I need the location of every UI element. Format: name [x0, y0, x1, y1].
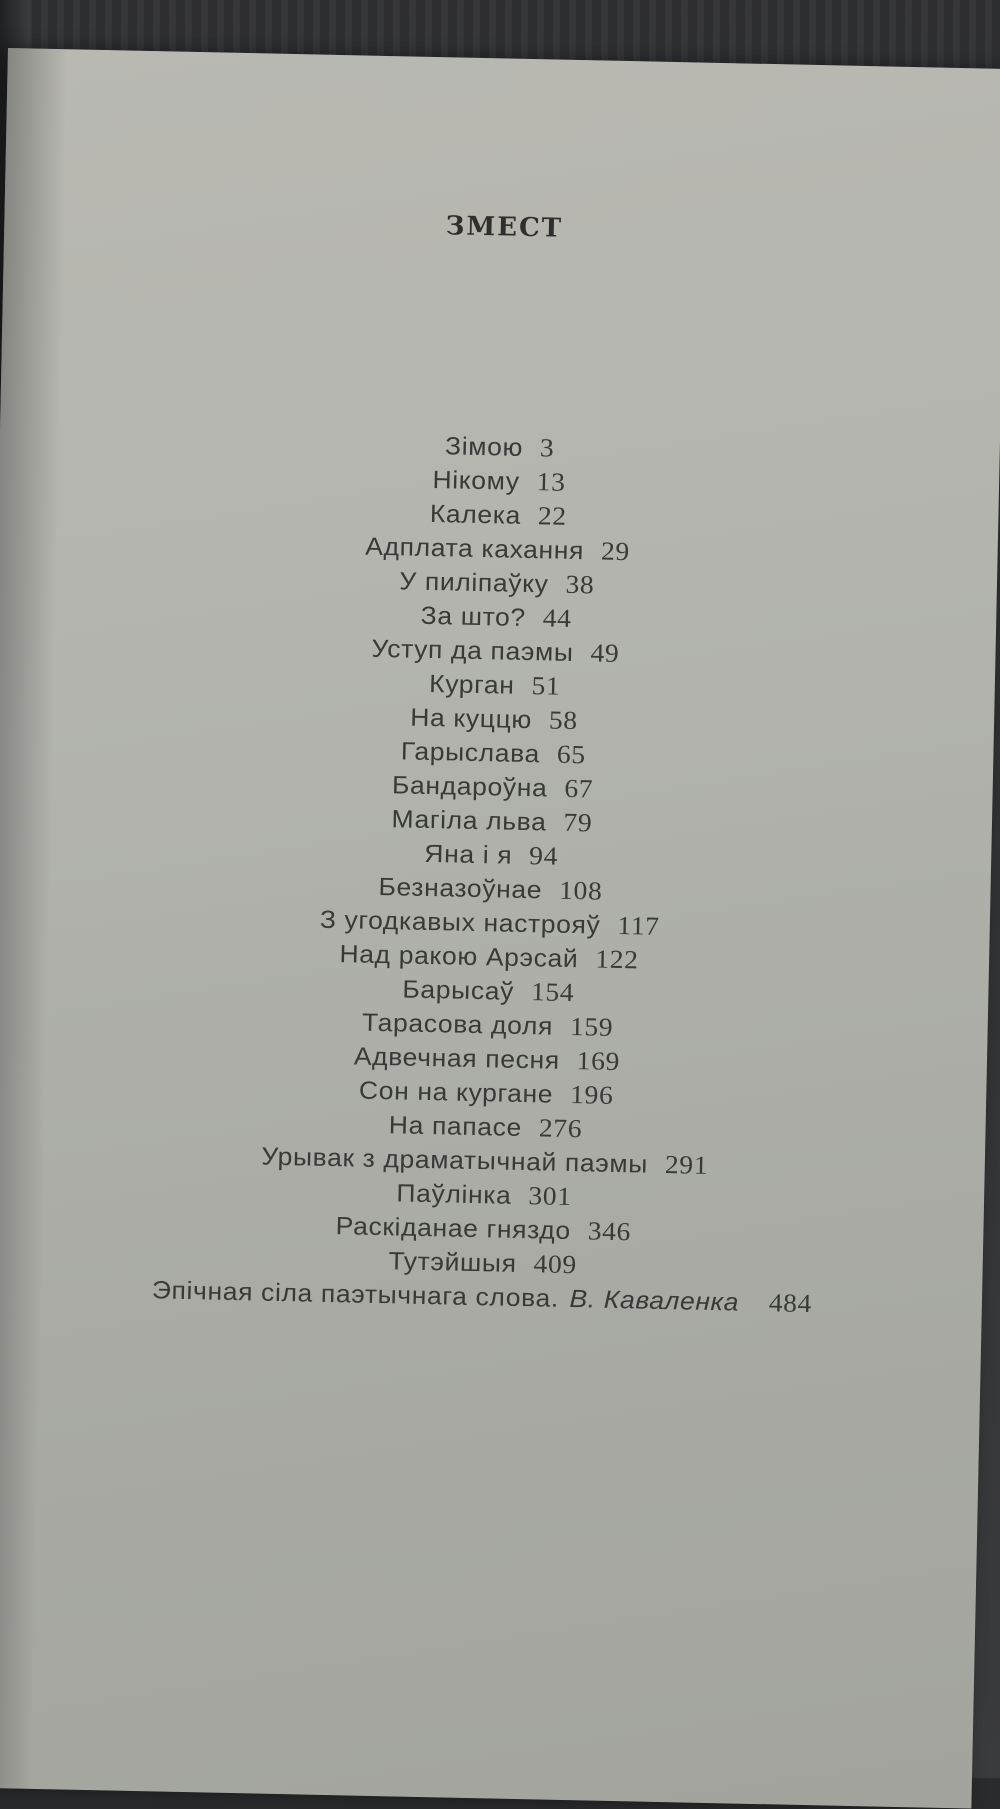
toc-entry-page-number: 79 — [563, 807, 593, 838]
toc-entry-page-number: 65 — [556, 739, 587, 770]
toc-entry-title: Магіла льва — [391, 805, 547, 837]
toc-entry-title: Калека — [429, 499, 522, 530]
toc-entry-title: Уступ да паэмы — [371, 634, 574, 667]
toc-entry-title: З угодкавых настрояў — [319, 905, 601, 940]
toc-entry-title: Гарыслава — [400, 737, 541, 769]
toc-entry-title: На куццю — [410, 703, 533, 735]
toc-entry-page-number: 291 — [664, 1150, 709, 1180]
toc-entry-page-number: 301 — [528, 1181, 572, 1212]
toc-entry-title: Адплата кахання — [365, 532, 585, 566]
toc-entry-page-number: 67 — [564, 773, 594, 804]
book-page — [0, 48, 1000, 1809]
toc-entry-title: На папасе — [388, 1111, 523, 1142]
toc-entry-page-number: 22 — [537, 501, 568, 531]
toc-entry-page-number: 409 — [533, 1249, 578, 1280]
toc-entry-page-number: 154 — [530, 977, 575, 1008]
toc-entry-page-number: 38 — [565, 569, 595, 600]
toc-entry-title: Раскіданае гняздо — [335, 1212, 572, 1246]
toc-entry-title: Адвечная песня — [353, 1042, 561, 1075]
toc-entry-page-number: 51 — [531, 671, 561, 701]
toc-entry-title: Урывак з драматычнай паэмы — [261, 1142, 649, 1179]
toc-entry-page-number: 44 — [542, 603, 572, 633]
toc-entry-page-number: 29 — [600, 536, 631, 567]
toc-entry-title: Нікому — [432, 465, 521, 496]
toc-entry-title: Над ракою Арэсай — [339, 940, 579, 974]
toc-entry-page-number: 49 — [590, 638, 620, 668]
toc-entry-title: Зімою — [444, 432, 524, 462]
toc-entry-title: Тарасова доля — [361, 1008, 554, 1041]
toc-entry-page-number: 13 — [536, 467, 566, 497]
toc-entry-page-number: 58 — [548, 705, 579, 736]
toc-entry-title: Паўлінка — [396, 1179, 512, 1210]
toc-entry-page-number: 122 — [595, 944, 639, 975]
toc-entry-page-number: 169 — [576, 1046, 621, 1077]
toc-entry-title: Тутэйшыя — [388, 1247, 517, 1278]
toc-entry-title: За што? — [420, 601, 527, 632]
toc-entry-page-number: 94 — [528, 841, 559, 871]
toc-entry-page-number: 196 — [569, 1080, 614, 1110]
toc-entry-title: Барысаў — [402, 975, 515, 1006]
toc-entry-page-number: 346 — [587, 1216, 632, 1247]
table-of-contents — [0, 420, 1000, 1325]
toc-entry-title: У пиліпаўку — [399, 567, 549, 599]
toc-entry-title: Яна і я — [424, 839, 513, 870]
toc-entry-page-number: 276 — [538, 1113, 583, 1144]
toc-entry-title: Безназоўнае — [378, 872, 543, 905]
toc-entry-page-number: 3 — [539, 433, 555, 463]
toc-entry-title: Эпічная сіла паэтычнага слова. — [151, 1276, 560, 1313]
contents-heading: ЗМЕСТ — [445, 211, 564, 244]
toc-entry-page-number: 108 — [558, 875, 603, 906]
toc-entry-title: Курган — [428, 669, 515, 700]
toc-entry-page-number: 159 — [569, 1011, 614, 1042]
toc-entry-page-number: 484 — [768, 1288, 813, 1319]
toc-entry-title: Бандароўна — [391, 771, 548, 803]
toc-entry-page-number: 117 — [617, 910, 660, 941]
toc-entry-author: В. Каваленка — [569, 1285, 740, 1317]
toc-entry-title: Сон на кургане — [358, 1076, 554, 1109]
